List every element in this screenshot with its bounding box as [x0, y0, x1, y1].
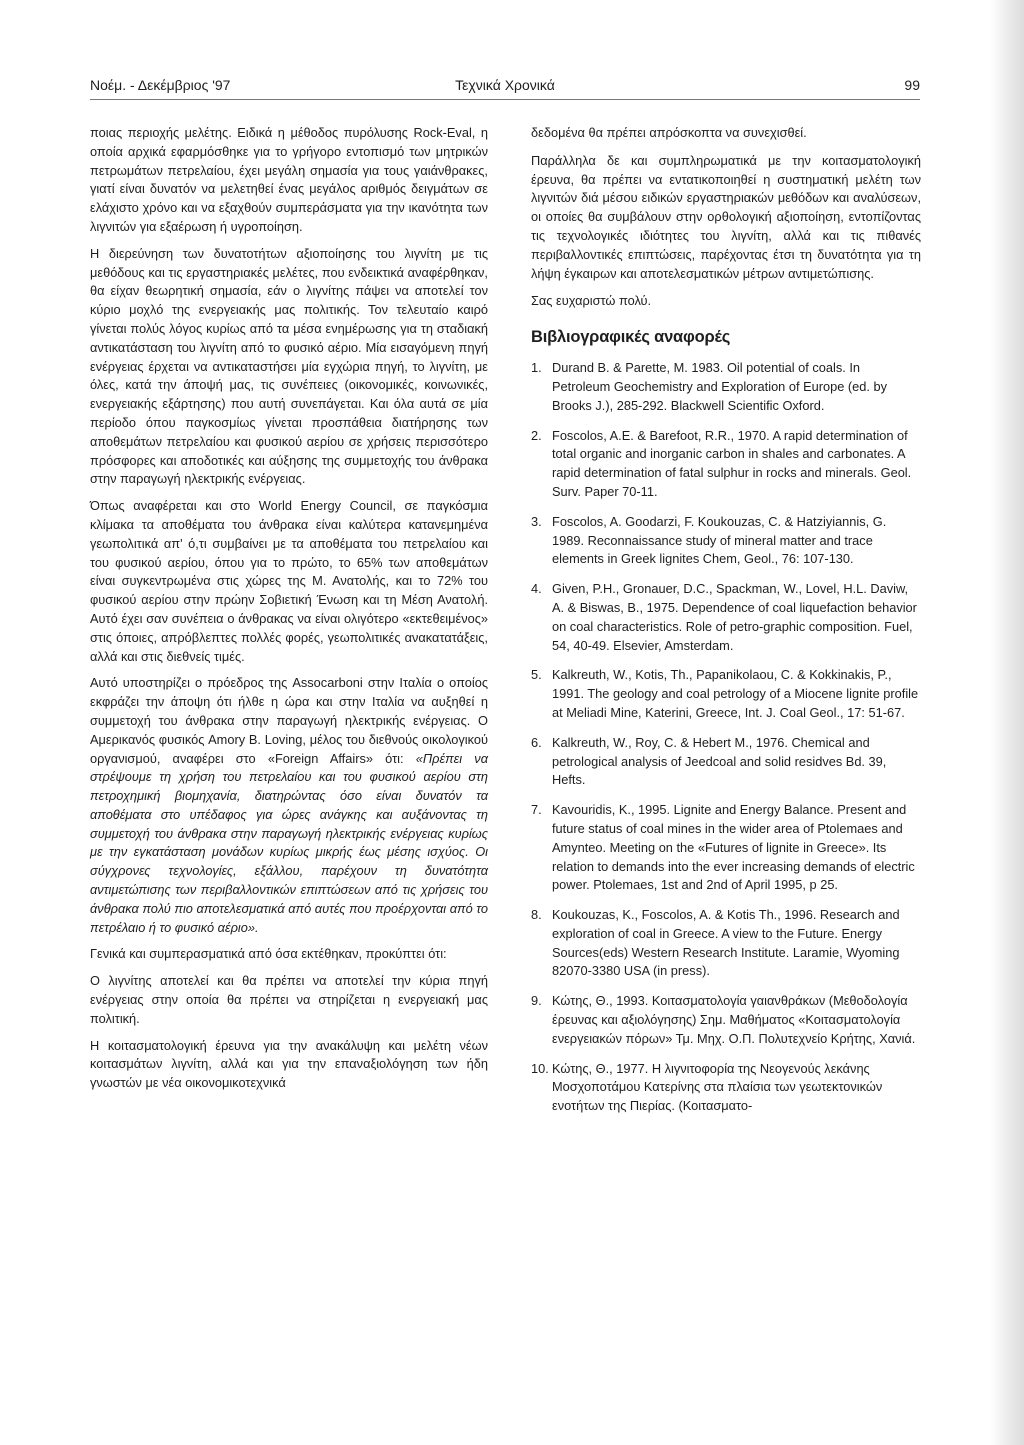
reference-item [531, 666, 921, 722]
reference-number: 7. [531, 802, 542, 818]
page-edge-shadow [990, 0, 1024, 1445]
running-header [90, 77, 920, 100]
reference-number: 6. [531, 734, 542, 750]
thanks-line: Σας ευχαριστώ πολύ. [531, 293, 652, 309]
page-number: 99 [904, 77, 920, 93]
reference-item [531, 427, 921, 502]
reference-number: 9. [531, 993, 542, 1009]
reference-item [531, 734, 921, 790]
body-paragraph: δεδομένα θα πρέπει απρόσκοπτα να συνεχισθεί. [531, 125, 807, 140]
body-paragraph: Η κοιτασματολογική έρευνα για την ανακάλυψη και μελέτη νέων κοιτασμάτων λιγνίτη, αλλά και για την επαναξιολόγηση των ήδη γνωστών με νέα οικονομικοτεχνικά [90, 1037, 488, 1091]
reference-text: Kavouridis, K., 1995. Lignite and Energy Balance. Present and future status of coal mines in the wider area of Ptolemaes and Amynteo. Meeting on the «Futures of lignite in Greece». Its relation to demands into the ever increasing demands of electric power. Ptolemaes, 1st and 2nd of April 1995, p 25. [552, 802, 915, 893]
reference-text: Koukouzas, K., Foscolos, A. & Kotis Th., 1996. Research and exploration of coal in Greece. A view to the Future. Energy Sources(eds) Western Research Institute. Laramie, Wyoming 82070-3380 USA (in press). [552, 907, 900, 979]
body-paragraph: ποιας περιοχής μελέτης. Ειδικά η μέθοδος πυρόλυσης Rock-Eval, η οποία αρχικά εφαρμόσθηκε για το γρήγορο εντοπισμό των μητρικών πετρωμάτων πετρελαίου, έχει μεγάλη σημασία για τους γαιάνθρακες, γιατί είναι δυνατόν να μελετηθεί ένας μεγάλος αριθμός δειγμάτων σε ελάχιστο χρόνο και να εξαχθούν συμπεράσματα για την ικανότητα των λιγνιτών για εξαέρωση ή υγροποίηση. [90, 125, 488, 234]
reference-item [531, 580, 921, 655]
body-paragraph: Παράλληλα δε και συμπληρωματικά με την κοιτασματολογική έρευνα, θα πρέπει να εντατικοποιηθεί η συστηματική μελέτη των λιγνιτών διά μέσου ειδικών εργαστηριακών μεθόδων και αναλύσεων, οι οποίες θα συμβάλουν στην ορθολογική αξιοποίηση, εντοπίζοντας τις τεχνολογικές ιδιότητες του λιγνίτη, αλλά και τις πιθανές περιβαλλοντικές επιπτώσεις, παρέχοντας έτσι τη δυνατότητα για τη λήψη έγκαιρων και αποτελεσματικών μέτρων αντιμετώπισης. [531, 152, 921, 281]
right-column [531, 124, 921, 1127]
reference-item [531, 992, 921, 1048]
reference-number: 3. [531, 513, 542, 529]
reference-number: 4. [531, 581, 542, 597]
reference-text: Kalkreuth, W., Kotis, Th., Papanikolaou, C. & Kokkinakis, P., 1991. The geology and coal petrology of a Miocene lignite profile at Meliadi Mine, Katerini, Greece, Int. J. Coal Geol., 17: 51-67. [552, 667, 919, 720]
body-paragraph: Όπως αναφέρεται και στο World Energy Council, σε παγκόσμια κλίμακα τα αποθέματα του άνθρακα είναι καλύτερα κατανεμημένα γεωπολιτικά απ' ό,τι συμβαίνει με τα αποθέματα του πετρελαίου και του φυσικού αερίου, όπου για το πρώτο, το 65% των αποθεμάτων είναι συγκεντρωμένα στις χώρες της Μ. Ανατολής, και το 72% του φυσικού αερίου στην πρώην Σοβιετική Ένωση και τη Μέση Ανατολή. Αυτό έχει σαν συνέπεια ο άνθρακας να είναι ολιγότερο «εκτεθειμένος» στις όποιες, απρόβλεπτες πολλές φορές, γεωπολιτικές ανακατατάξεις, αλλά και στις διεθνείς τιμές. [90, 498, 488, 664]
reference-item [531, 1060, 921, 1116]
body-paragraph: Η διερεύνηση των δυνατοτήτων αξιοποίησης του λιγνίτη με τις μεθόδους και τις εργαστηριακές μελέτες, που ενδεικτικά αναφέρθηκαν, θα είχαν θεωρητική σημασία, εάν ο λιγνίτης πάψει να αποτελεί τον κύριο μοχλό της ενεργειακής μας πολιτικής. Τον τελευταίο καιρό γίνεται πολύς λόγος κυρίως από τα μέσα ενημέρωσης για τη σταδιακή αντικατάσταση του λιγνίτη από το φυσικό αέριο. Μία εισαγόμενη πηγή ενέργειας έρχεται να αντικαταστήσει μία εγχώρια πηγή, το λιγνίτη, με όλες, κατά την άποψή μας, τις συνέπειες (οικονομικές, κοινωνικές, ενεργειακής εξάρτησης) που αυτή συνεπάγεται. Και όλα αυτά σε μία περίοδο όπου παγκοσμίως γίνεται προσπάθεια διατήρησης των αποθεμάτων πετρελαίου και φυσικού αερίου σε χρήσεις περισσότερο πρόσφορες και αποδοτικές και αύξησης της συμμετοχής του άνθρακα στην παραγωγή ηλεκτρικής ενέργειας. [90, 245, 488, 487]
quote-text: «Πρέπει να στρέψουμε τη χρήση του πετρελαίου και του φυσικού αερίου στη πετροχημική βιομηχανία, διατηρώντας όσο είναι δυνατόν τα αποθέματα στο υπέδαφος για ώρες ανάγκης και αυξάνοντας τη συμμετοχή του άνθρακα στην παραγωγή ηλεκτρικής ενέργειας κυρίως με την εγκατάσταση μονάδων κυρίως μικρής έως μέσης ισχύος. Οι σύγχρονες τεχνολογίες, εξάλλου, παρέχουν τη δυνατότητα αντιμετώπισης των περιβαλλοντικών επιπτώσεων από τις χρήσεις του άνθρακα πολύ πιο αποτελεσματικά από αυτές που προέρχονται από το πετρέλαιο ή το φυσικό αέριο». [90, 750, 488, 935]
reference-text: Κώτης, Θ., 1977. Η λιγνιτοφορία της Νεογενούς λεκάνης Μοσχοποτάμου Κατερίνης στα πλαίσια των γεωτεκτονικών ενοτήτων της Πιερίας. (Κοιτασματο- [552, 1060, 883, 1114]
reference-text: Κώτης, Θ., 1993. Κοιτασματολογία γαιανθράκων (Μεθοδολογία έρευνας και αξιολόγησης) Σημ. Μαθήματος «Κοιτασματολογία ενεργειακών πόρων» Τμ. Μηχ. Ο.Π. Πολυτεχνείο Κρήτης, Χανιά. [552, 993, 916, 1046]
quote-intro: Αυτό υποστηρίζει ο πρόεδρος της Assocarboni στην Ιταλία ο οποίος εκφράζει την άποψη ότι ήλθε η ώρα και στην Ιταλία να αυξηθεί η συμμετοχή του άνθρακα στην παραγωγή ηλεκτρικής ενέργειας. Ο Αμερικανός φυσικός Amory B. Loving, μέλος του διεθνούς οικολογικού οργανισμού, αναφέρει στο «Foreign Affairs» ότι: [90, 675, 488, 766]
left-column [90, 124, 488, 1101]
header-issue-date: Νοέμ. - Δεκέμβριος '97 [90, 77, 231, 93]
reference-text: Durand B. & Parette, M. 1983. Oil potential of coals. In Petroleum Geochemistry and Exploration of Europe (ed. by Brooks J.), 285-292. Blackwell Scientific Oxford. [552, 360, 888, 413]
references-list [531, 359, 921, 1116]
body-paragraph-quote [90, 674, 488, 937]
reference-number: 1. [531, 360, 542, 376]
reference-item [531, 513, 921, 569]
body-paragraph: Γενικά και συμπερασματικά από όσα εκτέθηκαν, προκύπτει ότι: [90, 946, 447, 962]
references-heading: Βιβλιογραφικές αναφορές [531, 328, 731, 347]
header-journal-title: Τεχνικά Χρονικά [455, 77, 555, 93]
reference-number: 10. [531, 1060, 549, 1076]
reference-text: Kalkreuth, W., Roy, C. & Hebert M., 1976. Chemical and petrological analysis of Jeedcoal and solid residves Bd. 39, Hefts. [552, 734, 887, 788]
reference-number: 5. [531, 667, 542, 683]
reference-item [531, 906, 921, 981]
reference-text: Given, P.H., Gronauer, D.C., Spackman, W., Lovel, H.L. Daviw, A. & Biswas, B., 1975. Dependence of coal liquefaction behavior on coal characteristics. Role of petro-graphic composition. Fuel, 54, 40-49. Elsevier, Amsterdam. [552, 581, 917, 653]
reference-item [531, 359, 921, 415]
reference-text: Foscolos, A.E. & Barefoot, R.R., 1970. A rapid determination of total organic and inorganic carbon in shales and carbonates. A rapid determination of fatal sulphur in rocks and minerals. Geol. Surv. Paper 70-11. [552, 427, 912, 499]
reference-number: 2. [531, 427, 542, 443]
body-paragraph: Ο λιγνίτης αποτελεί και θα πρέπει να αποτελεί την κύρια πηγή ενέργειας στην οποία θα πρέπει να στηρίζεται η ενεργειακή μας πολιτική. [90, 973, 488, 1026]
reference-text: Foscolos, A. Goodarzi, F. Koukouzas, C. & Hatziyiannis, G. 1989. Reconnaissance study of mineral matter and trace elements in Greek lignites Chem, Geol., 76: 107-130. [552, 513, 887, 567]
reference-number: 8. [531, 907, 542, 923]
reference-item [531, 801, 921, 895]
